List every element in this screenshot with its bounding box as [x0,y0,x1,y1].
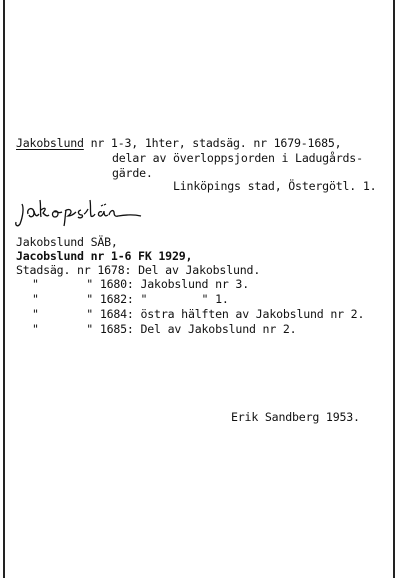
row-text: Del av Jakobslund nr 2. [140,322,297,336]
signature-line: Erik Sandberg 1953. [231,410,360,424]
list-item [32,322,296,336]
row-text: östra hälften av Jakobslund nr 2. [140,307,365,321]
row-prefix: " " [32,307,94,321]
card-right-edge [393,0,395,578]
list-item [32,277,249,291]
row-number: 1684: [99,307,134,321]
heading-line-2: delar av överloppsjorden i Ladugårds- [112,151,363,165]
card-left-edge [3,0,5,578]
heading-line-1 [16,136,341,150]
row-text: Jakobslund nr 3. [140,277,249,291]
entry-subtitle: Jacobslund nr 1-6 FK 1929, [16,249,193,263]
list-item [32,292,229,306]
row-number: 1682: [99,292,134,306]
row-text: Del av Jakobslund. [138,263,261,277]
list-item [32,307,364,321]
row-number: 1685: [99,322,134,336]
row-prefix: " " [32,292,94,306]
entry-title: Jakobslund SÄB, [16,235,118,249]
row-prefix: " " [32,322,94,336]
heading-name: Jakobslund [16,136,84,150]
location-line: Linköpings stad, Östergötl. 1. [173,179,377,193]
row-number: 1678: [97,263,132,277]
row-text: " " 1. [140,292,229,306]
row-prefix: " " [32,277,94,291]
row-number: 1680: [99,277,134,291]
list-item [16,263,260,277]
handwritten-name-graphic [14,194,144,228]
row-prefix: Stadsäg. nr [16,263,91,277]
heading-line-3: gärde. [112,166,153,180]
heading-rest: nr 1-3, 1hter, stadsäg. nr 1679-1685, [83,136,342,150]
